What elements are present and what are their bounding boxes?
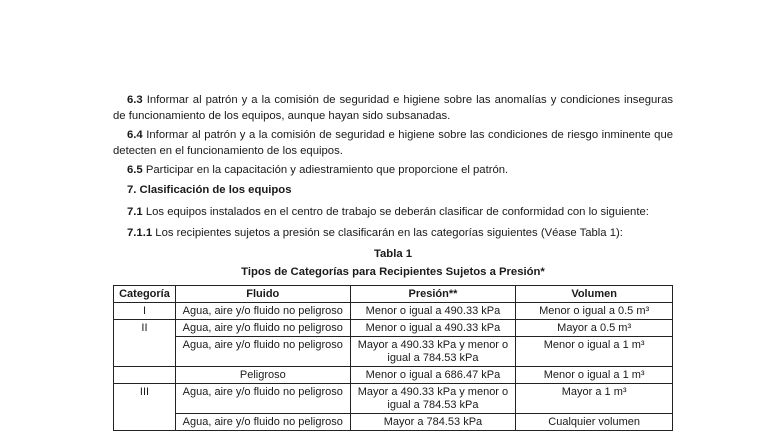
paragraph-7-1-1 (113, 225, 673, 241)
section-number: 7.1.1 (127, 227, 153, 239)
paragraph-text: Participar en la capacitación y adiestramiento que proporcione el patrón. (145, 164, 509, 176)
section-number: 6.5 (127, 164, 143, 176)
cell-categoria: III (114, 384, 176, 431)
section-number: 6.4 (127, 129, 143, 141)
paragraph-6-3 (113, 92, 673, 124)
table-label: Tabla 1 (373, 248, 413, 260)
categories-table (113, 285, 673, 431)
section-heading-7: 7. Clasificación de los equipos (127, 184, 292, 196)
cell-categoria: I (114, 303, 176, 320)
paragraph-text: Los recipientes sujetos a presión se clasificarán en las categorías siguientes (Véase Tabla 1): (155, 227, 623, 239)
section-number: 6.3 (127, 94, 143, 106)
table-row (114, 384, 673, 414)
table-title: Tipos de Categorías para Recipientes Sujetos a Presión* (241, 266, 545, 278)
paragraph-text: Informar al patrón y a la comisión de seguridad e higiene sobre las condiciones de riesgo inminente que detecten en el funcionamiento de los equipos. (113, 129, 674, 157)
paragraph-text: Informar al patrón y a la comisión de seguridad e higiene sobre las anomalías y condiciones inseguras de funcionamiento de los equipos, aunque hayan sido subsanadas. (113, 94, 674, 122)
cell-presion: Mayor a 784.53 kPa (350, 414, 516, 431)
paragraph-7-1 (113, 204, 673, 220)
cell-volumen: Cualquier volumen (516, 414, 673, 431)
header-fluido: Fluido (175, 286, 350, 303)
header-presion: Presión** (350, 286, 516, 303)
cell-categoria: II (114, 320, 176, 367)
cell-volumen: Menor o igual a 0.5 m³ (516, 303, 673, 320)
paragraph-6-5 (113, 162, 673, 178)
header-volumen: Volumen (516, 286, 673, 303)
table-row (114, 303, 673, 320)
cell-fluido: Peligroso (175, 367, 350, 384)
cell-volumen: Mayor a 1 m³ (516, 384, 673, 414)
table-header-row (114, 286, 673, 303)
section-number: 7.1 (127, 206, 143, 218)
table-row (114, 320, 673, 337)
cell-presion: Menor o igual a 490.33 kPa (350, 320, 516, 337)
cell-volumen: Menor o igual a 1 m³ (516, 367, 673, 384)
cell-volumen: Menor o igual a 1 m³ (516, 337, 673, 367)
table-row (114, 367, 673, 384)
header-categoria: Categoría (114, 286, 176, 303)
paragraph-text: Los equipos instalados en el centro de trabajo se deberán clasificar de conformidad con lo siguiente: (145, 206, 649, 218)
cell-fluido: Agua, aire y/o fluido no peligroso (175, 303, 350, 320)
cell-presion: Mayor a 490.33 kPa y menor o igual a 784.53 kPa (350, 384, 516, 414)
paragraph-6-4 (113, 127, 673, 159)
cell-fluido: Agua, aire y/o fluido no peligroso (175, 320, 350, 337)
cell-fluido: Agua, aire y/o fluido no peligroso (175, 414, 350, 431)
cell-categoria (114, 367, 176, 384)
cell-fluido: Agua, aire y/o fluido no peligroso (175, 384, 350, 414)
cell-presion: Menor o igual a 490.33 kPa (350, 303, 516, 320)
cell-volumen: Mayor a 0.5 m³ (516, 320, 673, 337)
cell-presion: Mayor a 490.33 kPa y menor o igual a 784.53 kPa (350, 337, 516, 367)
cell-fluido: Agua, aire y/o fluido no peligroso (175, 337, 350, 367)
table-row (114, 414, 673, 431)
table-row (114, 337, 673, 367)
cell-presion: Menor o igual a 686.47 kPa (350, 367, 516, 384)
